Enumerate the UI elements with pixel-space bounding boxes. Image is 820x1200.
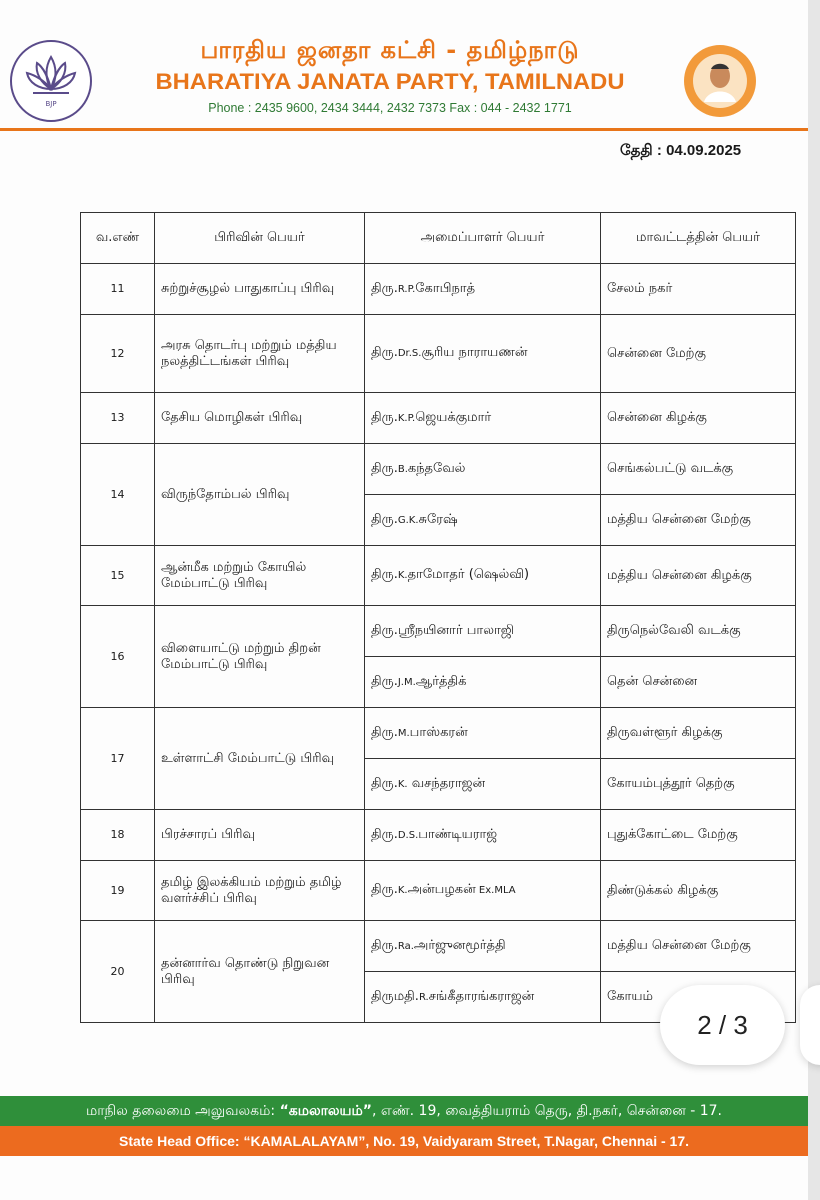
column-header-district: மாவட்டத்தின் பெயர் <box>601 213 796 264</box>
convener-cell: திரு.K.P.ஜெயக்குமார் <box>365 393 601 444</box>
footer-address-tamil: மாநில தலைமை அலுவலகம்: “கமலாலயம்”, எண். 19, வைத்தியராம் தெரு, தி.நகர், சென்னை - 17. <box>0 1096 808 1126</box>
serial-cell: 17 <box>81 708 155 810</box>
wing-cell: ஆன்மீக மற்றும் கோயில் மேம்பாட்டு பிரிவு <box>155 546 365 606</box>
district-cell: கோயம் <box>601 972 796 1023</box>
serial-cell: 11 <box>81 264 155 315</box>
party-title-tamil: பாரதிய ஜனதா கட்சி - தமிழ்நாடு <box>200 36 580 64</box>
portrait-emblem <box>680 42 760 120</box>
convener-cell: திரு.B.கந்தவேல் <box>365 444 601 495</box>
date-value: 04.09.2025 <box>666 142 742 159</box>
district-cell: திருவள்ளூர் கிழக்கு <box>601 708 796 759</box>
district-cell: கோயம்புத்தூர் தெற்கு <box>601 759 796 810</box>
table-body <box>81 264 796 1023</box>
footer-address-english: State Head Office: “KAMALALAYAM”, No. 19, Vaidyaram Street, T.Nagar, Chennai - 17. <box>0 1126 808 1156</box>
table-row <box>81 393 796 444</box>
serial-cell: 13 <box>81 393 155 444</box>
next-page-handle[interactable] <box>800 985 820 1065</box>
district-cell: மத்திய சென்னை மேற்கு <box>601 921 796 972</box>
district-cell: சென்னை கிழக்கு <box>601 393 796 444</box>
header-divider <box>0 128 808 131</box>
date-label: தேதி <box>620 142 653 159</box>
table-row <box>81 444 796 495</box>
district-cell: மத்திய சென்னை கிழக்கு <box>601 546 796 606</box>
table-row <box>81 315 796 393</box>
wing-conveners-table <box>80 212 796 1023</box>
district-cell: சேலம் நகர் <box>601 264 796 315</box>
table-row <box>81 264 796 315</box>
wing-cell: விளையாட்டு மற்றும் திறன் மேம்பாட்டு பிரிவு <box>155 606 365 708</box>
party-title-english: BHARATIYA JANATA PARTY, TAMILNADU <box>155 69 625 94</box>
portrait-seal-icon <box>680 42 760 120</box>
serial-cell: 20 <box>81 921 155 1023</box>
convener-cell: திருமதி.R.சங்கீதாரங்கராஜன் <box>365 972 601 1023</box>
table-row <box>81 606 796 657</box>
column-header-convener: அமைப்பாளர் பெயர் <box>365 213 601 264</box>
convener-cell: திரு.K. வசந்தராஜன் <box>365 759 601 810</box>
wing-cell: விருந்தோம்பல் பிரிவு <box>155 444 365 546</box>
district-cell: செங்கல்பட்டு வடக்கு <box>601 444 796 495</box>
wing-cell: உள்ளாட்சி மேம்பாட்டு பிரிவு <box>155 708 365 810</box>
convener-cell: திரு.G.K.சுரேஷ் <box>365 495 601 546</box>
district-cell: திண்டுக்கல் கிழக்கு <box>601 861 796 921</box>
wing-cell: தேசிய மொழிகள் பிரிவு <box>155 393 365 444</box>
lotus-icon <box>21 49 81 113</box>
convener-cell: திரு.K.அன்பழகன் Ex.MLA <box>365 861 601 921</box>
district-cell: மத்திய சென்னை மேற்கு <box>601 495 796 546</box>
wing-cell: பிரச்சாரப் பிரிவு <box>155 810 365 861</box>
convener-cell: திரு.K.தாமோதர் (ஷெல்வி) <box>365 546 601 606</box>
table-row <box>81 921 796 972</box>
column-header-wing: பிரிவின் பெயர் <box>155 213 365 264</box>
wing-cell: தன்னார்வ தொண்டு நிறுவன பிரிவு <box>155 921 365 1023</box>
convener-cell: திரு.D.S.பாண்டியராஜ் <box>365 810 601 861</box>
convener-cell: திரு.J.M.ஆர்த்திக் <box>365 657 601 708</box>
serial-cell: 12 <box>81 315 155 393</box>
bjp-lotus-logo <box>10 40 92 122</box>
page-indicator[interactable]: 2 / 3 <box>660 985 785 1065</box>
convener-cell: திரு.M.பாஸ்கரன் <box>365 708 601 759</box>
serial-cell: 18 <box>81 810 155 861</box>
svg-text:BJP: BJP <box>45 100 57 108</box>
convener-cell: திரு.R.P.கோபிநாத் <box>365 264 601 315</box>
table-row <box>81 861 796 921</box>
serial-cell: 16 <box>81 606 155 708</box>
wing-cell: அரசு தொடர்பு மற்றும் மத்திய நலத்திட்டங்கள் பிரிவு <box>155 315 365 393</box>
table-row <box>81 810 796 861</box>
wing-cell: சுற்றுச்சூழல் பாதுகாப்பு பிரிவு <box>155 264 365 315</box>
table-header-row <box>81 213 796 264</box>
convener-cell: திரு.ஸ்ரீநயினார் பாலாஜி <box>365 606 601 657</box>
serial-cell: 15 <box>81 546 155 606</box>
letter-date: தேதி : 04.09.2025 <box>620 142 742 159</box>
district-cell: புதுக்கோட்டை மேற்கு <box>601 810 796 861</box>
serial-cell: 19 <box>81 861 155 921</box>
contact-numbers: Phone : 2435 9600, 2434 3444, 2432 7373 Fax : 044 - 2432 1771 <box>208 101 572 115</box>
column-header-serial: வ.எண் <box>81 213 155 264</box>
district-cell: சென்னை மேற்கு <box>601 315 796 393</box>
convener-cell: திரு.Ra.அர்ஜுனமூர்த்தி <box>365 921 601 972</box>
serial-cell: 14 <box>81 444 155 546</box>
district-cell: தென் சென்னை <box>601 657 796 708</box>
letterhead-title-block <box>120 36 660 115</box>
table-row <box>81 708 796 759</box>
table-row <box>81 546 796 606</box>
convener-cell: திரு.Dr.S.சூரிய நாராயணன் <box>365 315 601 393</box>
wing-cell: தமிழ் இலக்கியம் மற்றும் தமிழ் வளர்ச்சிப் பிரிவு <box>155 861 365 921</box>
district-cell: திருநெல்வேலி வடக்கு <box>601 606 796 657</box>
